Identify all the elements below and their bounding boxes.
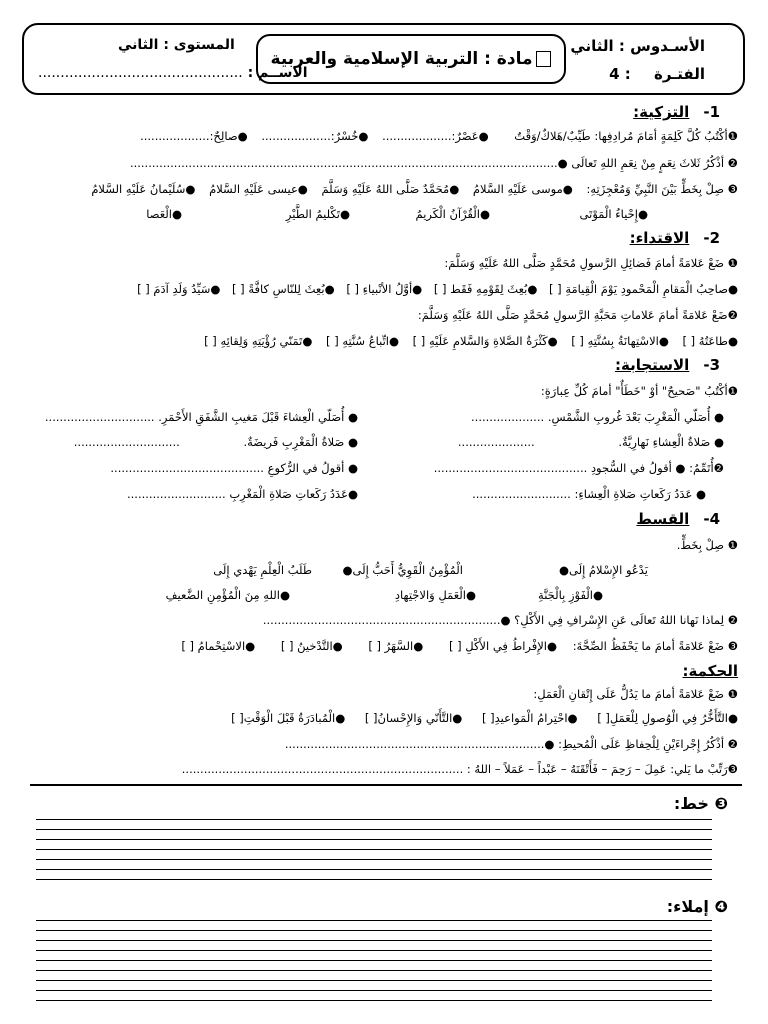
subject-checkbox[interactable] [536, 51, 551, 67]
rule-line [36, 829, 712, 830]
rule-line [36, 980, 712, 981]
s5-q1-item-4[interactable]: ●الْمُبادَرَةُ قَبْلَ الْوَقْتِ[ ] [231, 711, 346, 725]
s3-statement-2-text: ● أُصَلّي الْعِشاءَ قَبْلَ مَغيبِ الشَّفَقِ الأَحْمَرِ. [158, 410, 358, 424]
s5-q1-items [14, 710, 738, 726]
section-divider [30, 784, 742, 786]
section-3-number: 3- [703, 356, 720, 374]
s1-miracle-3: ●تَكْليمُ الطَّيْرِ [285, 207, 350, 221]
s4-q2-text: ❷ لِماذا نَهانا اللهُ تَعالَى عَنِ الإِسْرافِ فِي الأَكْلِ؟ ● [500, 613, 738, 627]
rule-line [36, 839, 712, 840]
section-3-title: الاستجابة: [614, 356, 690, 374]
s1-q1-line: ❶أكْتُبُ كُلَّ كَلِمَةٍ أمَامَ مُرادِفِها: طَيِّبٌ/هَلاكٌ/وَقْتٌ ●عَصْرٌ:................... ●خُسْرٌ:................... ●صالِحٌ:................... [140, 129, 738, 143]
s1-q3-text: ❸ صِلْ بِخَطٍّ بَيْنَ النَّبِيِّ وَمُعْجِزَتِهِ: [586, 182, 738, 196]
s1-q3-line [14, 181, 738, 197]
s1-q1-text: ❶أكْتُبُ كُلَّ كَلِمَةٍ أمَامَ مُرادِفِها: طَيِّبٌ/هَلاكٌ/وَقْتٌ [514, 129, 738, 143]
section-1-title: التزكية: [633, 103, 690, 121]
s4-left-2: الْمُؤْمِنُ الْقَوِيُّ أَحَبُّ إِلَى● [342, 563, 463, 577]
s4-q2-line[interactable]: ❷ لِماذا نَهانا اللهُ تَعالَى عَنِ الإِسْرافِ فِي الأَكْلِ؟ ●................................................................. [262, 613, 738, 627]
s4-q3-item-1[interactable]: ●الإِفْراطُ فِي الأَكْلِ [ ] [448, 639, 558, 653]
khatt-title: ❸ خط: [673, 794, 728, 813]
s3-q2-item-1: ● أقولُ في الرُّكوعِ [267, 461, 358, 475]
s3-statement-1[interactable]: ● أُصَلّي الْمَغْرِبَ بَعْدَ غُروبِ الشَّمْسِ. .................... [471, 410, 724, 424]
s3-statement-4[interactable]: ● صَلاةُ الْمَغْرِبِ فَريضَةٌ. ............................. [73, 435, 358, 449]
rule-line [36, 859, 712, 860]
period-label [609, 65, 705, 83]
section-1-number: 1- [703, 103, 720, 121]
s3-complete-1[interactable]: ❷أُتَمِّمُ: ● أقولُ في السُّجودِ .......................................... [433, 461, 724, 475]
s5-q1-item-2[interactable]: ●احْتِرامُ الْمَواعيدِ[ ] [481, 711, 578, 725]
rule-line [36, 819, 712, 820]
section-4-heading [636, 510, 720, 528]
level-label: المستوى : الثاني [118, 37, 235, 53]
rule-line [36, 990, 712, 991]
section-1-heading [633, 103, 720, 121]
s4-q3-item-3[interactable]: ●التَّدْخينُ [ ] [280, 639, 343, 653]
header-box [22, 23, 745, 95]
s1-q1-item-1: ●صالِحٌ: [209, 129, 248, 143]
s2-q1-item-1[interactable]: ●صاحِبُ الْمَقامِ الْمَحْمودِ يَوْمَ الْقِيامَةِ [ ] [549, 282, 738, 296]
s4-q1-text: ❶ صِلْ بِخَطٍّ. [676, 538, 738, 552]
s4-q3-text: ❸ ضَعْ عَلامَةً أمامَ ما يَحْفَظُ الصِّحَّةَ: [572, 639, 738, 653]
s3-q2-item-2: ● عَدَدُ رَكَعاتِ صَلاةِ الْعِشاءِ: [574, 487, 706, 501]
rule-line [36, 960, 712, 961]
period-label-text: الفتـرة [653, 65, 705, 83]
section-2-title: الاقتداء: [629, 229, 690, 247]
s1-miracle-1: ●إِحْياءُ الْمَوْتَى [579, 207, 648, 221]
imlaa-title: ❹ إملاء: [666, 897, 728, 916]
s2-q2-item-5[interactable]: ●تَمَنّي رُؤْيَتِهِ وَلِقائِهِ [ ] [204, 334, 313, 348]
s2-q2-text: ❷ضَعْ عَلامَةً أمامَ عَلاماتِ مَحَبَّةِ الرَّسولِ مُحَمَّدٍ صَلَّى اللهُ عَلَيْهِ وَسَلَّمَ: [417, 308, 738, 322]
s3-complete-2[interactable]: ● أقولُ في الرُّكوعِ .......................................... [110, 461, 358, 475]
section-5-heading [683, 662, 738, 680]
rule-line [36, 920, 712, 921]
subject-title: مادة : التربية الإسلامية والعربية [270, 49, 533, 69]
s2-q1-items [14, 281, 738, 297]
s3-statement-2[interactable]: ● أُصَلّي الْعِشاءَ قَبْلَ مَغيبِ الشَّفَقِ الأَحْمَرِ. .............................. [44, 410, 358, 424]
s1-prophet-1: ●موسى عَلَيْهِ السَّلامُ [472, 182, 573, 196]
s2-q1-item-5[interactable]: ●سَيِّدُ وَلَدِ آدَمَ [ ] [137, 282, 221, 296]
s4-right-2: ●الْعَمَلِ وَالاجْتِهادِ [394, 588, 476, 602]
s5-q1-item-1[interactable]: ●التَّأَخُّرُ فِي الْوُصولِ لِلْعَمَلِ[ ] [597, 711, 738, 725]
s4-q3-item-4[interactable]: ●الاسْتِحْمامُ [ ] [181, 639, 256, 653]
s4-right-1: ●الْفَوْزِ بِالْجَنَّةِ [538, 588, 603, 602]
s3-complete-3[interactable]: ● عَدَدُ رَكَعاتِ صَلاةِ الْعِشاءِ: ........................... [472, 487, 706, 501]
rule-line [36, 849, 712, 850]
imlaa-lines[interactable] [36, 920, 712, 1010]
name-label: الاســم : [247, 65, 308, 81]
s4-q3-line [14, 638, 738, 654]
s4-q3-item-2[interactable]: ●السَّهَرُ [ ] [368, 639, 424, 653]
s3-statement-3-text: ● صَلاةُ الْعِشاءِ نَهارِيَّةٌ. [618, 435, 724, 449]
s3-complete-4[interactable]: ●عَدَدُ رَكَعاتِ صَلاةِ الْمَغْرِبِ ........................... [126, 487, 358, 501]
s5-q3-text: ❸رَتِّبْ ما يَلي: عَمِلَ – رَحِمَ – فَأَتْقَنَهُ – عَبْداً – عَمَلاً – اللهُ : [466, 762, 738, 776]
s1-q2-line[interactable]: ❷ أذْكُرُ ثَلاثَ نِعَمٍ مِنْ نِعَمِ اللهِ تَعالَى ●..................................................................................................................... [129, 156, 738, 170]
section-4-title: القسط [636, 510, 690, 528]
s3-statement-1-text: ● أُصَلّي الْمَغْرِبَ بَعْدَ غُروبِ الشَّمْسِ. [547, 410, 724, 424]
s3-q2-text: ❷أُتَمِّمُ: ● أقولُ في السُّجودِ [590, 461, 724, 475]
period-value: : 4 [609, 65, 631, 83]
s2-q1-item-3[interactable]: ●أوَّلُ الأنْبياءِ [ ] [346, 282, 423, 296]
section-2-heading [630, 229, 720, 247]
s4-left-3: طَلَبُ الْعِلْمِ يَهْدي إِلَى [213, 563, 312, 577]
s5-q3-line[interactable]: ❸رَتِّبْ ما يَلي: عَمِلَ – رَحِمَ – فَأَتْقَنَهُ – عَبْداً – عَمَلاً – اللهُ : ............................................................................. [181, 762, 738, 776]
s4-left-1: يَدْعُو الإِسْلامُ إِلَى● [558, 563, 648, 577]
s3-q2-item-3: ●عَدَدُ رَكَعاتِ صَلاةِ الْمَغْرِبِ [229, 487, 358, 501]
s4-right-3: ●اللهِ مِنَ الْمُؤْمِنِ الضَّعيفِ [165, 588, 290, 602]
s2-q2-item-1[interactable]: ●طاعَتُهُ [ ] [682, 334, 738, 348]
name-field[interactable] [38, 65, 308, 81]
s2-q1-text: ❶ ضَعْ عَلامَةً أمامَ فَضائِلِ الرَّسولِ مُحَمَّدٍ صَلَّى اللهُ عَلَيْهِ وَسَلَّمَ: [444, 256, 738, 270]
rule-line [36, 970, 712, 971]
rule-line [36, 950, 712, 951]
s1-q2-text: ❷ أذْكُرُ ثَلاثَ نِعَمٍ مِنْ نِعَمِ اللهِ تَعالَى ● [557, 156, 738, 170]
khatt-lines[interactable] [36, 819, 712, 889]
s5-q2-line[interactable]: ❷ أذْكُرُ إِجْراءَيْنِ لِلْحِفاظِ عَلَى الْمُحيطِ: ●....................................................................... [284, 737, 738, 751]
s2-q1-item-2[interactable]: ●بُعِثَ لِقَوْمِهِ فَقَط [ ] [433, 282, 538, 296]
s2-q2-item-2[interactable]: ●الاسْتِهانَةُ بِسُنَّتِهِ [ ] [571, 334, 669, 348]
s1-prophet-2: ●مُحَمَّدٌ صَلَّى اللهُ عَلَيْهِ وَسَلَّمَ [321, 182, 460, 196]
s1-prophet-3: ●عيسى عَلَيْهِ السَّلامُ [209, 182, 308, 196]
s1-prophet-4: ●سُلَيْمانُ عَلَيْهِ السَّلامُ [91, 182, 196, 196]
s5-q2-text: ❷ أذْكُرُ إِجْراءَيْنِ لِلْحِفاظِ عَلَى الْمُحيطِ: ● [544, 737, 738, 751]
s5-q1-text: ❶ ضَعْ عَلامَةً أمامَ ما يَدُلُّ عَلَى إِتْقانِ الْعَمَلِ: [533, 687, 738, 701]
s3-statement-3[interactable]: ● صَلاةُ الْعِشاءِ نَهارِيَّةٌ. ..................... [457, 435, 724, 449]
grade-label: الأسـدوس : الثاني [570, 37, 705, 55]
s2-q2-items [14, 333, 738, 349]
s2-q2-item-4[interactable]: ●اتِّباعُ سُنَّتِهِ [ ] [326, 334, 399, 348]
s1-q1-item-2: ●خُسْرٌ: [330, 129, 369, 143]
rule-line [36, 1000, 712, 1001]
s1-miracle-4: ●الْعَصا [146, 207, 182, 221]
s3-statement-4-text: ● صَلاةُ الْمَغْرِبِ فَريضَةٌ. [243, 435, 358, 449]
rule-line [36, 940, 712, 941]
s1-miracle-2: ●الْقُرْآنُ الْكَريمُ [415, 207, 490, 221]
s2-q2-item-3[interactable]: ●كَثْرَةُ الصَّلاةِ وَالسَّلامِ عَلَيْهِ [ ] [412, 334, 558, 348]
section-5-title: الحكمة: [682, 662, 738, 680]
section-4-number: 4- [703, 510, 720, 528]
s5-q1-item-3[interactable]: ●التَّأَنّي وَالإِحْسانُ[ ] [364, 711, 463, 725]
rule-line [36, 869, 712, 870]
section-2-number: 2- [703, 229, 720, 247]
section-3-heading [615, 356, 720, 374]
name-dots: .............................................. [38, 65, 243, 81]
rule-line [36, 879, 712, 880]
s1-q1-item-3: ●عَصْرٌ: [451, 129, 489, 143]
rule-line [36, 930, 712, 931]
s3-q1-text: ❶أكْتُبُ "صَحيحٌ" أوْ "خَطَأٌ" أمامَ كُلِّ عِبارَةٍ: [540, 384, 738, 398]
s2-q1-item-4[interactable]: ●بُعِثَ لِلنّاسِ كافَّةً [ ] [232, 282, 335, 296]
